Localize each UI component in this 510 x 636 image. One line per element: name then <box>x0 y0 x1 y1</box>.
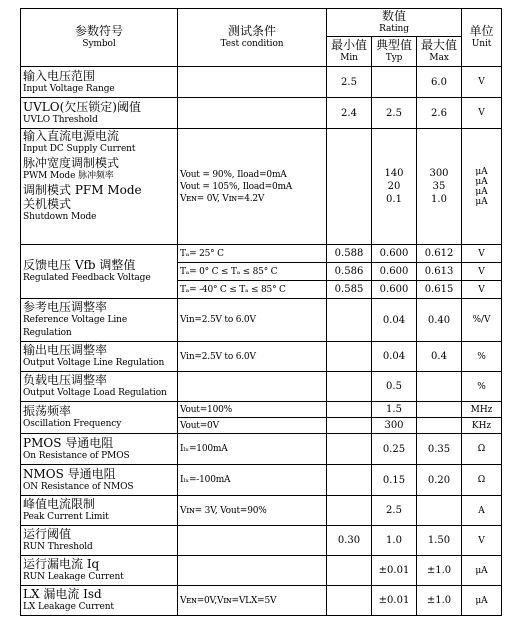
param-en: Output Voltage Line Regulation <box>23 358 165 368</box>
param-zh: 输入直流电源电流 <box>23 129 120 143</box>
header-typ <box>372 37 417 67</box>
param-output-line-regulation <box>21 342 178 372</box>
typ-cell: ±0.01 <box>372 586 417 616</box>
condition-cell <box>178 129 327 245</box>
min-cell <box>327 465 372 496</box>
row-load-regulation <box>21 372 502 402</box>
condition-cell <box>178 526 327 556</box>
param-en: Peak Current Limit <box>23 512 109 522</box>
max-cell: 0.4 <box>417 342 462 372</box>
header-typ-en: Typ <box>385 53 403 63</box>
max-cell: 0.615 <box>417 281 462 299</box>
typ-cell: 2.5 <box>372 98 417 129</box>
header-unit <box>462 9 502 67</box>
param-en: RUN Leakage Current <box>23 572 124 582</box>
header-condition-zh: 测试条件 <box>227 24 276 38</box>
max-value: 300 <box>429 168 449 179</box>
unit-cell: V <box>462 245 502 263</box>
condition-cell: Iₗₓ=-100mA <box>178 465 327 496</box>
condition-cell: Vout=0V <box>178 418 327 434</box>
condition-line: Vᴇɴ= 0V, Vɪɴ=4.2V <box>180 193 265 204</box>
max-cell <box>417 418 462 434</box>
max-cell: 0.612 <box>417 245 462 263</box>
typ-value: 0.1 <box>386 194 402 205</box>
param-en: Output Voltage Load Regulation <box>23 388 167 398</box>
unit-cell: % <box>462 372 502 402</box>
param-zh: 运行漏电流 Iq <box>23 557 100 571</box>
condition-line: Vout = 90%, Iload=0mA <box>180 169 287 180</box>
row-pmos-resistance <box>21 434 502 465</box>
param-zh: 脉冲宽度调制模式 <box>23 156 120 170</box>
param-reference-line-regulation <box>21 299 178 342</box>
row-feedback-voltage-1 <box>21 245 502 263</box>
min-cell: 0.586 <box>327 263 372 281</box>
row-oscillation-1 <box>21 402 502 418</box>
max-cell: ±1.0 <box>417 586 462 616</box>
unit-cell: μA <box>462 556 502 586</box>
condition-cell: Vin=2.5V to 6.0V <box>178 299 327 342</box>
header-min <box>327 37 372 67</box>
min-cell <box>327 434 372 465</box>
param-feedback-voltage <box>21 245 178 299</box>
unit-cell: V <box>462 67 502 98</box>
condition-cell: Vᴇɴ=0V,Vɪɴ=VLX=5V <box>178 586 327 616</box>
header-symbol <box>21 9 178 67</box>
row-run-threshold <box>21 526 502 556</box>
param-zh: 参考电压调整率 <box>23 300 108 314</box>
typ-value: 20 <box>387 181 401 192</box>
unit-cell: %/V <box>462 299 502 342</box>
min-cell <box>327 299 372 342</box>
param-en: RUN Threshold <box>23 542 93 552</box>
header-rating <box>327 9 462 37</box>
param-zh: 输入电压范围 <box>23 68 96 83</box>
param-zh: NMOS 导通电阻 <box>23 466 116 481</box>
max-value: 1.0 <box>431 194 447 205</box>
unit-cell <box>462 129 502 245</box>
typ-cell: 0.25 <box>372 434 417 465</box>
typ-cell: ±0.01 <box>372 556 417 586</box>
param-en: Input DC Supply Current <box>23 144 136 154</box>
param-zh: 反馈电压 Vfb 调整值 <box>23 258 136 272</box>
condition-cell <box>178 98 327 129</box>
row-input-voltage <box>21 67 502 98</box>
param-zh: 振荡频率 <box>23 404 72 418</box>
max-cell <box>417 372 462 402</box>
param-zh: PMOS 导通电阻 <box>23 435 114 450</box>
typ-cell: 1.5 <box>372 402 417 418</box>
typ-cell <box>372 67 417 98</box>
min-cell: 0.30 <box>327 526 372 556</box>
typ-value: 140 <box>384 168 404 179</box>
unit-value: μA <box>475 166 488 177</box>
typ-cell <box>372 129 417 245</box>
condition-cell <box>178 556 327 586</box>
min-cell <box>327 129 372 245</box>
condition-cell: Tₐ= 0° C ≤ Tₐ ≤ 85° C <box>178 263 327 281</box>
max-cell: 0.40 <box>417 299 462 342</box>
header-condition-en: Test condition <box>220 39 284 49</box>
header-symbol-en: Symbol <box>82 39 116 49</box>
param-zh: LX 漏电流 Isd <box>23 587 102 601</box>
param-uvlo <box>21 98 178 129</box>
row-reference-line-regulation <box>21 299 502 342</box>
header-typ-zh: 典型值 <box>375 38 412 52</box>
max-cell: 0.613 <box>417 263 462 281</box>
param-nmos-resistance <box>21 465 178 496</box>
unit-value: μA <box>475 176 488 187</box>
min-cell <box>327 372 372 402</box>
max-value: 35 <box>432 181 446 192</box>
max-cell: 0.35 <box>417 434 462 465</box>
param-lx-leakage <box>21 586 178 616</box>
unit-cell: % <box>462 342 502 372</box>
param-en: On Resistance of PMOS <box>23 450 130 461</box>
param-en: Shutdown Mode <box>23 212 97 222</box>
unit-cell: V <box>462 98 502 129</box>
min-cell <box>327 418 372 434</box>
param-en: Input Voltage Range <box>23 83 115 94</box>
max-cell: 6.0 <box>417 67 462 98</box>
param-en: ON Resistance of NMOS <box>23 481 134 492</box>
row-lx-leakage <box>21 586 502 616</box>
max-cell: ±1.0 <box>417 556 462 586</box>
condition-cell: Vin=2.5V to 6.0V <box>178 342 327 372</box>
max-cell: 2.6 <box>417 98 462 129</box>
typ-cell: 0.600 <box>372 245 417 263</box>
condition-line: Vout = 105%, Iload=0mA <box>180 181 293 192</box>
header-max-zh: 最大值 <box>421 38 458 52</box>
min-cell: 0.585 <box>327 281 372 299</box>
header-rating-zh: 数值 <box>382 9 407 23</box>
header-min-zh: 最小值 <box>330 38 367 52</box>
unit-cell: A <box>462 496 502 526</box>
condition-cell <box>178 372 327 402</box>
unit-cell: MHz <box>462 402 502 418</box>
condition-cell: Iₗₓ=100mA <box>178 434 327 465</box>
typ-cell: 300 <box>372 418 417 434</box>
param-en: UVLO Threshold <box>23 114 98 125</box>
header-rating-en: Rating <box>379 24 409 34</box>
condition-cell: Tₐ= 25° C <box>178 245 327 263</box>
param-en: Regulation <box>23 328 72 338</box>
param-zh: 运行阈值 <box>23 527 72 541</box>
min-cell <box>327 496 372 526</box>
param-pmos-resistance <box>21 434 178 465</box>
param-zh: 峰值电流限制 <box>23 497 96 511</box>
header-unit-zh: 单位 <box>469 24 494 38</box>
row-uvlo <box>21 98 502 129</box>
header-max-en: Max <box>429 53 449 63</box>
param-en: Reference Voltage Line <box>23 315 128 325</box>
unit-cell: V <box>462 281 502 299</box>
typ-cell: 0.15 <box>372 465 417 496</box>
typ-cell: 0.600 <box>372 281 417 299</box>
condition-cell: Vɪɴ= 3V, Vout=90% <box>178 496 327 526</box>
param-load-regulation <box>21 372 178 402</box>
max-cell <box>417 129 462 245</box>
max-cell <box>417 402 462 418</box>
min-cell <box>327 586 372 616</box>
typ-cell: 0.5 <box>372 372 417 402</box>
param-zh: UVLO(欠压锁定)阈值 <box>23 99 141 114</box>
condition-cell: Tₐ= -40° C ≤ Tₐ ≤ 85° C <box>178 281 327 299</box>
param-en: Oscillation Frequency <box>23 419 122 429</box>
spec-table <box>20 8 502 616</box>
header-unit-en: Unit <box>471 39 492 49</box>
typ-cell: 0.600 <box>372 263 417 281</box>
row-supply-current <box>21 129 502 245</box>
min-cell: 0.588 <box>327 245 372 263</box>
min-cell <box>327 402 372 418</box>
typ-cell: 1.0 <box>372 526 417 556</box>
param-en: PWM Mode 脉冲频率 <box>23 171 114 181</box>
param-zh: 调制模式 PFM Mode <box>23 183 142 197</box>
typ-cell: 0.04 <box>372 299 417 342</box>
max-cell <box>417 496 462 526</box>
min-cell: 2.5 <box>327 67 372 98</box>
min-cell <box>327 556 372 586</box>
unit-cell: μA <box>462 586 502 616</box>
param-run-threshold <box>21 526 178 556</box>
param-input-voltage <box>21 67 178 98</box>
param-oscillation <box>21 402 178 434</box>
min-cell <box>327 342 372 372</box>
param-en: LX Leakage Current <box>23 602 114 612</box>
max-cell: 1.50 <box>417 526 462 556</box>
row-run-leakage <box>21 556 502 586</box>
unit-cell: V <box>462 263 502 281</box>
typ-cell: 2.5 <box>372 496 417 526</box>
max-cell: 0.20 <box>417 465 462 496</box>
header-min-en: Min <box>340 53 358 63</box>
typ-cell: 0.04 <box>372 342 417 372</box>
unit-cell: KHz <box>462 418 502 434</box>
param-zh: 关机模式 <box>23 197 72 211</box>
header-symbol-zh: 参数符号 <box>74 24 123 38</box>
min-cell: 2.4 <box>327 98 372 129</box>
header-max <box>417 37 462 67</box>
param-zh: 输出电压调整率 <box>23 343 108 357</box>
header-row-1 <box>21 9 502 37</box>
unit-value: μA <box>475 186 488 197</box>
header-condition <box>178 9 327 67</box>
condition-cell: Vout=100% <box>178 402 327 418</box>
row-peak-current <box>21 496 502 526</box>
param-zh: 负载电压调整率 <box>23 373 108 387</box>
unit-cell: V <box>462 526 502 556</box>
row-output-line-regulation <box>21 342 502 372</box>
unit-cell: Ω <box>462 434 502 465</box>
param-en: Regulated Feedback Voltage <box>23 273 151 283</box>
unit-cell: Ω <box>462 465 502 496</box>
param-run-leakage <box>21 556 178 586</box>
row-nmos-resistance <box>21 465 502 496</box>
param-supply-current <box>21 129 178 245</box>
unit-value: μA <box>475 196 488 207</box>
param-peak-current <box>21 496 178 526</box>
condition-cell <box>178 67 327 98</box>
